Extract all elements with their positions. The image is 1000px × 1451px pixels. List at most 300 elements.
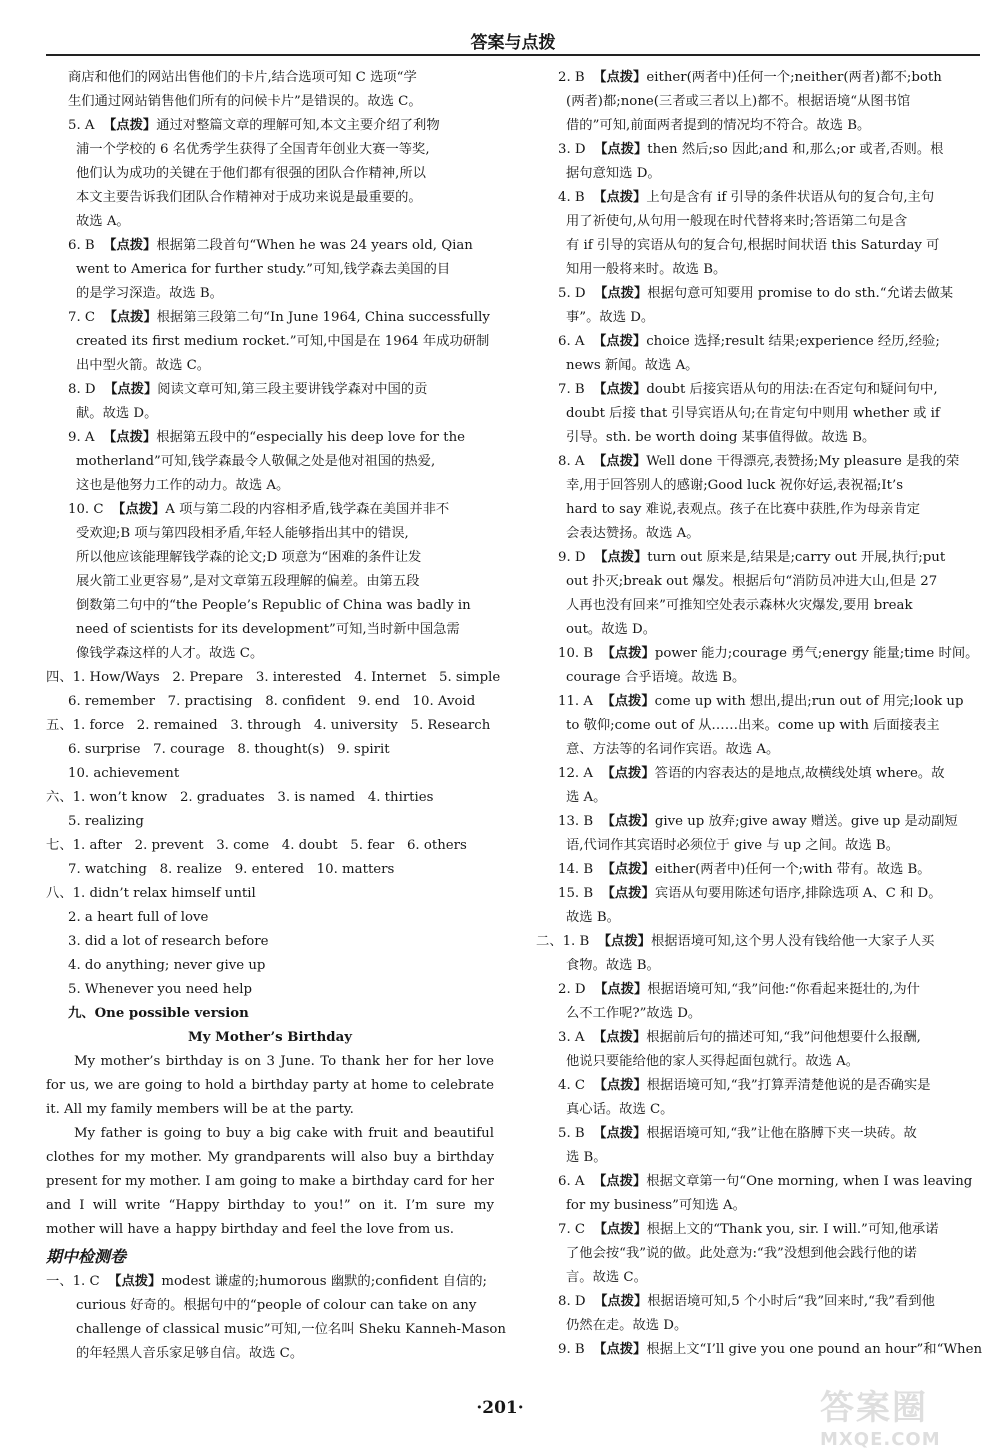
explanation-text: 会表达赞扬。故选 A。 [566,526,700,541]
explanation-text: 根据语境可知,“我”让他在胳膊下夹一块砖。故 [646,1126,917,1141]
item-number: 5. [68,118,81,133]
text-line [536,306,984,330]
left-column [46,66,506,1366]
text-line [536,666,984,690]
answer-letter: B [583,646,594,661]
explanation-text: news 新闻。故选 A。 [566,358,699,373]
hint-tag: 【点拨】 [601,694,655,709]
answer-item [536,1338,984,1362]
hint-tag: 【点拨】 [103,118,157,133]
essay-paragraph: My father is going to buy a big cake with fruit and beautiful clothes for my mother. My grandparents will also buy a birthday present for my mother. I am going to make a birthday card for her and I will write “Happy birthday to you!” on it. I’m sure my mother will have a happy birthday and feel the love from us. [46,1126,494,1237]
explanation-text: 事”。故选 D。 [566,310,655,325]
text-line [536,1074,984,1098]
answer-item [536,810,984,858]
explanation-text: either(两者中)任何一个;neither(两者)都不;both [646,70,942,85]
explanation-text: 根据上文“I’ll give you one pound an hour”和“When [646,1342,983,1357]
explanation-text: to 敬仰;come out of 从……出来。come up with 后面接表主 [566,718,940,733]
explanation-text: 根据语境可知,5 个小时后“我”回来时,“我”看到他 [647,1294,935,1309]
hint-tag: 【点拨】 [593,1222,647,1237]
explanation-text: 的是学习深造。故选 B。 [76,286,223,301]
answer-letter: A [84,118,95,133]
explanation-text: 宾语从句要用陈述句语序,排除选项 A、C 和 D。 [654,886,942,901]
explanation-text: 根据上文的“Thank you, sir. I will.”可知,他承诺 [646,1222,939,1237]
item-number: 8. [68,382,81,397]
text-line [536,546,984,570]
answer-item [46,378,494,426]
explanation-text: 用了祈使句,从句用一般现在时代替将来时;答语第二句是含 [566,214,908,229]
answer-item [536,1122,984,1170]
explanation-text: 根据语境可知,“我”问他:“你看起来挺壮的,为什 [647,982,920,997]
hint-tag: 【点拨】 [103,310,157,325]
answer-letter: A [574,1174,585,1189]
text-line [46,114,494,138]
answer-line: 七、1. after 2. prevent 3. come 4. doubt 5. fear 6. others [46,838,467,853]
item-number: 5. [558,1126,571,1141]
answer-letter: A [574,454,585,469]
explanation-text: 浦一个学校的 6 名优秀学生获得了全国青年创业大赛一等奖, [76,142,430,157]
explanation-text: motherland”可知,钱学森最令人敬佩之处是他对祖国的热爱, [76,454,436,469]
text-line [536,90,984,114]
text-line [536,522,984,546]
explanation-text: 有 if 引导的宾语从句的复合句,根据时间状语 this Saturday 可 [566,238,940,253]
item-number: 2. [558,982,571,997]
explanation-text: either(两者中)任何一个;with 带有。故选 B。 [654,862,931,877]
text-line [46,330,494,354]
text-line [536,354,984,378]
watermark-logo [820,1380,980,1450]
hint-tag: 【点拨】 [593,1126,647,1141]
hint-tag: 【点拨】 [103,238,157,253]
answer-letter: B [583,862,594,877]
header-title: 答案与点拨 [470,33,556,53]
explanation-text: went to America for further study.”可知,钱学森去美国的目 [76,262,451,277]
item-number: 10. [68,502,90,517]
explanation-text: 这也是他努力工作的动力。故选 A。 [76,478,290,493]
answer-item [536,1026,984,1074]
explanation-text: 食物。故选 B。 [566,958,660,973]
answer-letter: A [574,334,585,349]
hint-tag: 【点拨】 [593,1030,647,1045]
item-number: 一、1. [46,1274,86,1289]
text-line [536,402,984,426]
text-line [46,234,494,258]
text-line [536,834,984,858]
text-line [536,954,984,978]
text-line [46,1270,494,1294]
answer-item [536,882,984,930]
text-line [536,474,984,498]
text-line [536,210,984,234]
hint-tag: 【点拨】 [601,814,655,829]
text-line [536,450,984,474]
answer-line: 6. remember 7. practising 8. confident 9. end 10. Avoid [68,694,476,709]
answer-item [536,1218,984,1290]
answer-item [536,642,984,690]
text-line [536,714,984,738]
answer-item [536,186,984,282]
hint-tag: 【点拨】 [594,1294,648,1309]
explanation-text: 意、方法等的名词作宾语。故选 A。 [566,742,780,757]
text-line [46,402,494,426]
answer-letter: D [574,550,586,565]
answer-item [536,978,984,1026]
explanation-text: 故选 B。 [566,910,620,925]
text-line [46,1318,506,1342]
hint-tag: 【点拨】 [104,382,158,397]
text-line [46,282,494,306]
answer-letter: A [574,1030,585,1045]
answer-item [536,930,984,978]
explanation-text: 出中型火箭。故选 C。 [76,358,211,373]
answer-letter: B [574,70,585,85]
answer-letter: A [583,766,593,781]
item-number: 9. [558,550,571,565]
answer-line: 5. realizing [68,814,144,829]
hint-tag: 【点拨】 [593,454,647,469]
text-line [536,66,984,90]
answer-line: 2. a heart full of love [68,910,209,925]
hint-tag: 【点拨】 [601,766,655,781]
text-line: 生们通过网站销售他们所有的问候卡片”是错误的。故选 C。 [68,94,422,109]
essay-paragraph: My mother’s birthday is on 3 June. To thank her for her love for us, we are going to hold a birthday party at home to celebrate it. All my family members will be at the party. [46,1054,494,1117]
answer-line: 10. achievement [68,766,180,781]
explanation-text: curious 好奇的。根据句中的“people of colour can take on any [76,1298,477,1313]
item-number: 14. [558,862,580,877]
answer-item [536,330,984,378]
answer-letter: A [84,430,95,445]
text-line [46,546,494,570]
answer-item [536,858,984,882]
text-line [536,1338,984,1362]
answer-item [536,1170,984,1218]
explanation-text: courage 合乎语境。故选 B。 [566,670,746,685]
item-number: 12. [558,766,580,781]
answer-item [46,234,494,306]
item-number: 4. [558,1078,571,1093]
left-answer-list [46,114,494,666]
explanation-text: 根据第五段中的“especially his deep love for the [156,430,466,445]
explanation-text: for my business”可知选 A。 [566,1198,746,1213]
explanation-text: 他们认为成功的关键在于他们都有很强的团队合作精神,所以 [76,166,426,181]
text-line [536,858,984,882]
text-line [536,186,984,210]
explanation-text: 仍然在走。故选 D。 [566,1318,688,1333]
item-number: 9. [68,430,81,445]
essay-label: 九、One possible version [68,1006,249,1021]
text-line [536,786,984,810]
page-header [46,14,980,56]
hint-tag: 【点拨】 [597,934,651,949]
text-line [46,1294,494,1318]
text-line [536,330,984,354]
answer-line: 五、1. force 2. remained 3. through 4. university 5. Research [46,718,491,733]
explanation-text: doubt 后接 that 引导宾语从句;在肯定句中则用 whether 或 if [566,406,940,421]
explanation-text: 所以他应该能理解钱学森的论文;D 项意为“困难的条件让发 [76,550,422,565]
explanation-text: 人再也没有回来”可推知空处表示森林火灾爆发,要用 break [566,598,913,613]
text-line [536,1242,984,1266]
item-number: 6. [558,1174,571,1189]
answer-item [536,1290,984,1338]
explanation-text: 根据语境可知,“我”打算弄清楚他说的是否确实是 [646,1078,931,1093]
explanation-text: give up 放弃;give away 赠送。give up 是动副短 [654,814,958,829]
text-line [536,138,984,162]
watermark-text: 答案圈 [820,1388,928,1428]
explanation-text: 像钱学森这样的人才。故选 C。 [76,646,264,661]
item-number: 9. [558,1342,571,1357]
item-number: 11. [558,694,580,709]
item-number: 3. [558,1030,571,1045]
text-line [536,162,984,186]
text-line [536,282,984,306]
text-line [536,114,984,138]
item-number: 二、1. [536,934,576,949]
item-number: 6. [68,238,81,253]
text-line [46,642,494,666]
answer-letter: D [84,382,96,397]
text-line [536,1218,984,1242]
answer-line: 7. watching 8. realize 9. entered 10. matters [68,862,395,877]
text-line [536,762,984,786]
hint-tag: 【点拨】 [601,886,655,901]
text-line [536,570,984,594]
explanation-text: 受欢迎;B 项与第四段相矛盾,年轻人能够指出其中的错误, [76,526,409,541]
text-line [536,378,984,402]
text-line [536,234,984,258]
fill-in-answers [46,666,501,1002]
explanation-text: 他说只要能给他的家人买得起面包就行。故选 A。 [566,1054,860,1069]
text-line [536,642,984,666]
explanation-text: 真心话。故选 C。 [566,1102,674,1117]
item-number: 3. [558,142,571,157]
text-line [46,618,494,642]
text-line [46,258,494,282]
explanation-text: 上句是含有 if 引导的条件状语从句的复合句,主句 [646,190,935,205]
text-line [536,618,984,642]
text-line [536,690,984,714]
hint-tag: 【点拨】 [594,982,648,997]
right-answer-list [536,66,984,1362]
intro-text [46,66,494,114]
page-number: ·201· [476,1398,524,1418]
text-line [536,594,984,618]
item-number: 8. [558,1294,571,1309]
explanation-text: 语,代词作其宾语时必须位于 give 与 up 之间。故选 B。 [566,838,899,853]
explanation-text: hard to say 难说,表观点。孩子在比赛中获胜,作为母亲肯定 [566,502,921,517]
text-line [46,498,494,522]
explanation-text: A 项与第二段的内容相矛盾,钱学森在美国并非不 [165,502,450,517]
hint-tag: 【点拨】 [601,646,655,661]
watermark-url: MXQE.COM [820,1429,941,1450]
answer-item [46,306,494,378]
hint-tag: 【点拨】 [593,1342,647,1357]
answer-line: 4. do anything; never give up [68,958,266,973]
answer-item [536,762,984,810]
answer-letter: B [574,382,585,397]
hint-tag: 【点拨】 [594,142,648,157]
answer-item [536,546,984,642]
explanation-text: 选 B。 [566,1150,607,1165]
answer-letter: B [84,238,95,253]
text-line [536,1146,984,1170]
text-line [46,162,494,186]
explanation-text: 献。故选 D。 [76,406,158,421]
text-line [536,1314,984,1338]
midterm-answer [46,1270,506,1366]
answer-item [46,498,494,666]
explanation-text: Well done 干得漂亮,表赞扬;My pleasure 是我的荣 [646,454,960,469]
explanation-text: 了他会按“我”说的做。此处意为:“我”没想到他会践行他的诺 [566,1246,917,1261]
answer-item [46,426,494,498]
essay-title: My Mother’s Birthday [188,1030,352,1045]
hint-tag: 【点拨】 [103,430,157,445]
explanation-text: modest 谦虚的;humorous 幽默的;confident 自信的; [161,1274,487,1289]
text-line [536,978,984,1002]
text-line [46,306,494,330]
explanation-text: turn out 原来是,结果是;carry out 开展,执行;put [647,550,946,565]
answer-item [536,282,984,330]
answer-item [536,450,984,546]
explanation-text: choice 选择;result 结果;experience 经历,经验; [646,334,940,349]
explanation-text: 故选 A。 [76,214,130,229]
explanation-text: 根据前后句的描述可知,“我”问他想要什么报酬, [646,1030,921,1045]
explanation-text: challenge of classical music”可知,一位名叫 Sheku Kanneh-Mason [76,1322,506,1337]
answer-item [536,138,984,186]
answer-letter: C [574,1078,586,1093]
explanation-text: out 扑灭;break out 爆发。根据后句“消防员冲进大山,但是 27 [566,574,938,589]
text-line [46,522,494,546]
answer-letter: B [574,1126,585,1141]
text-line [536,498,984,522]
item-number: 4. [558,190,571,205]
explanation-text: 根据第二段首句“When he was 24 years old, Qian [156,238,473,253]
explanation-text: 通过对整篇文章的理解可知,本文主要介绍了利物 [156,118,440,133]
text-line [536,810,984,834]
text-line [46,594,494,618]
answer-letter: B [574,1342,585,1357]
text-line [46,474,494,498]
answer-letter: D [574,982,586,997]
explanation-text: created its first medium rocket.”可知,中国是在 1964 年成功研制 [76,334,490,349]
explanation-text: 根据第三段第二句“In June 1964, China successfully [156,310,490,325]
explanation-text: 选 A。 [566,790,607,805]
explanation-text: 答语的内容表达的是地点,故横线处填 where。故 [654,766,945,781]
answer-line: 八、1. didn’t relax himself until [46,886,256,901]
text-line [46,570,494,594]
explanation-text: 本文主要告诉我们团队合作精神对于成功来说是最重要的。 [76,190,422,205]
text-line [46,426,494,450]
answer-letter: D [574,286,586,301]
hint-tag: 【点拨】 [601,862,655,877]
item-number: 10. [558,646,580,661]
explanation-text: 据句意知选 D。 [566,166,661,181]
text-line [536,1050,984,1074]
hint-tag: 【点拨】 [593,1078,647,1093]
text-line [536,738,984,762]
text-line [46,378,494,402]
text-line [536,426,984,450]
answer-item [46,1270,506,1366]
hint-tag: 【点拨】 [594,550,648,565]
text-line [536,258,984,282]
hint-tag: 【点拨】 [108,1274,162,1289]
text-line: 商店和他们的网站出售他们的卡片,结合选项可知 C 选项“学 [68,70,417,85]
answer-item [536,1074,984,1122]
explanation-text: come up with 想出,提出;run out of 用完;look up [654,694,964,709]
answer-letter: B [583,886,594,901]
hint-tag: 【点拨】 [593,382,647,397]
item-number: 7. [558,382,571,397]
text-line [536,1170,984,1194]
right-column [536,66,984,1362]
hint-tag: 【点拨】 [593,1174,647,1189]
answer-letter: B [579,934,590,949]
hint-tag: 【点拨】 [594,286,648,301]
item-number: 6. [558,334,571,349]
answer-item [536,66,984,138]
answer-letter: C [574,1222,586,1237]
item-number: 15. [558,886,580,901]
text-line [536,930,984,954]
answer-line: 5. Whenever you need help [68,982,252,997]
answer-letter: A [583,694,593,709]
hint-tag: 【点拨】 [593,70,647,85]
answer-letter: B [574,190,585,205]
text-line [536,1098,984,1122]
text-line [536,1266,984,1290]
explanation-text: 根据句意可知要用 promise to do sth.“允诺去做某 [647,286,954,301]
text-line [536,1002,984,1026]
explanation-text: 借的”可知,前面两者提到的情况均不符合。故选 B。 [566,118,871,133]
answer-letter: C [89,1274,100,1289]
answer-letter: B [583,814,594,829]
explanation-text: 么不工作呢?”故选 D。 [566,1006,702,1021]
text-line [46,186,494,210]
answer-line: 3. did a lot of research before [68,934,269,949]
text-line [536,1194,984,1218]
text-line [536,1122,984,1146]
answer-letter: C [93,502,104,517]
answer-letter: D [574,142,586,157]
explanation-text: 阅读文章可知,第三段主要讲钱学森对中国的贡 [157,382,428,397]
text-line [46,450,494,474]
explanation-text: then 然后;so 因此;and 和,那么;or 或者,否则。根 [647,142,944,157]
answer-line: 四、1. How/Ways 2. Prepare 3. interested 4. Internet 5. simple [46,670,501,685]
explanation-text: out。故选 D。 [566,622,656,637]
explanation-text: doubt 后接宾语从句的用法:在否定句和疑问句中, [646,382,938,397]
section-title: 期中检测卷 [46,1247,127,1266]
text-line [536,1290,984,1314]
text-line [536,1026,984,1050]
text-line [536,882,984,906]
explanation-text: power 能力;courage 勇气;energy 能量;time 时间。 [654,646,979,661]
text-line [46,1342,494,1366]
text-line [536,906,984,930]
explanation-text: 根据文章第一句“One morning, when I was leaving [646,1174,973,1189]
explanation-text: 根据语境可知,这个男人没有钱给他一大家子人买 [650,934,935,949]
text-line [46,354,494,378]
answer-line: 6. surprise 7. courage 8. thought(s) 9. spirit [68,742,390,757]
answer-item [46,114,494,234]
hint-tag: 【点拨】 [112,502,166,517]
explanation-text: 言。故选 C。 [566,1270,647,1285]
explanation-text: 幸,用于回答别人的感谢;Good luck 祝你好运,表祝福;It’s [566,478,904,493]
answer-letter: D [574,1294,586,1309]
answer-line: 六、1. won’t know 2. graduates 3. is named 4. thirties [46,790,434,805]
item-number: 13. [558,814,580,829]
explanation-text: 的年轻黑人音乐家足够自信。故选 C。 [76,1346,304,1361]
text-line [46,210,494,234]
item-number: 7. [558,1222,571,1237]
